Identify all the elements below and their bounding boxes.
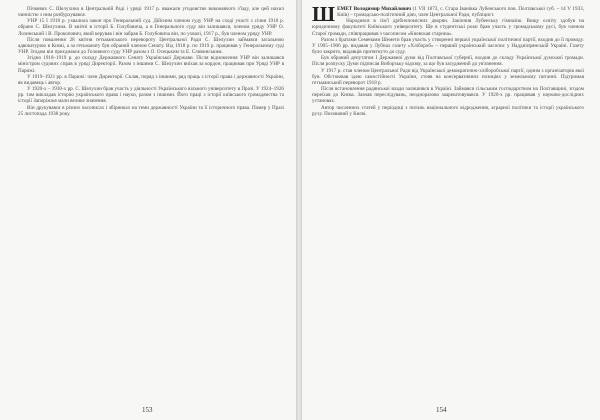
paragraph: У 1917 р. став членом Центральної Ради від Української демократично-хліборобської партії, одним з організаторів якої був. Обстоював ідею самостійності України, стояв на консервативних позиціях у земельному питанні. Підтримав гетьманський переворот 1918 р.: [312, 67, 584, 86]
paragraph: Разом з братами Семенами Шемети брав участь у створенні першої української політичної партії, входив до її проводу. У 1905–1906 рр. видавав у Лубнах газету «Хлібороб» – перший український часопис у Наддніпрянській Україні. Газету було закрито, видавців притягнуто до суду.: [312, 36, 584, 56]
right-page: [302, 0, 600, 420]
paragraph: Автор численних статей у періодиці з питань національного відродження, аграрної політики та історії українського руху. Похований у Києві.: [312, 104, 584, 117]
page-number: 154: [436, 406, 447, 414]
paragraph: У 1919–1921 рр. в Парижі: член Директорії. Склав, поряд з іншими, ряд праць з історії права і державності України, як видавець і автор.: [18, 73, 284, 86]
entry-lead: (1 VII 1873, с. Стара Іванівка Лубенського пов. Полтавської губ. – 14 V 1933, Київ) – громадсько-політичний діяч, член Центральної Ради, публіцист.: [337, 6, 584, 19]
entry-title: ЕМЕТ Володимир Михайлович: [337, 6, 412, 12]
paragraph: Народився в сім'ї дрібнопомісних дворян. Закінчив Лубенську гімназію. Вищу освіту здобув на юридичному факультеті Київського університету. Ще в студентські роки брав участь у громадському русі, був членом Старої громади, співпрацював з часописом «Киевская старина».: [312, 18, 584, 37]
entry-header: [312, 6, 584, 26]
drop-cap: Ш: [312, 6, 336, 26]
paragraph: У 1920-х – 1930-х рр. С. Шелухин брав участь у діяльності Українського вільного університету в Празі. У 1924–1926 рр. там викладав історію українського права і науки, разом з іншими. Його праці з історії київського громадянства та історії Запоріжжя мали велике значення.: [18, 86, 284, 105]
paragraph: Був обраний депутатом І Державної думи від Полтавської губернії, входив до складу Української думської громади. Після розпуску Думи підписав Виборзьку відозву, за що був засуджений до ув'язнення.: [312, 55, 584, 68]
page-number: 153: [142, 406, 153, 414]
paragraph: Пічкевих С. Шелухина в Центральній Раді і уряді 1917 р. вважали угодовство виконавчого з'їзду, але цей нахил чинністю з ним розбурхувався.: [18, 6, 284, 19]
paragraph: Він друкувався в різних часописах і збірниках на теми державності України та її історичного права. Помер у Празі 25 листопада 1938 року.: [18, 104, 284, 117]
paragraph: УНР 15 I 1918 р. ухвалила закон про Генеральний суд. Дійсним членом суду УНР на сході участі з січня 1918 р. обрано С. Шелухина. В квітні в історії Б. Голубовича, а в Генерального суду він залишався, членом уряду УНР О. Лозинський і В. Прокопович, який керував і він забрав Б. Голубовича він, по ухвалі, 1917 р., був членом уряду УНР.: [18, 18, 284, 37]
paragraph: Згідно 1918–1919 р. до складу Державного Сенату Української Держави. Після відновлення УНР він залишався міністром судових справ в уряді Директорії. Разом з іншими С. Шелухин виїхав за кордон, працював при Уряді УНР в Парижі.: [18, 55, 284, 74]
paragraph: Після повалення 28 квітня гетьманського перевороту Центральної Ради С. Шелухин займався загальною адвокатурою в Києві, а за гетьманату був обраний членом Сенату. Від 1918 р. по 1919 р. працював у Генеральному суді УНР. Згодом він приєднався до Головного суду УНР разом з О. Осецьким та Е. Сливинським.: [18, 36, 284, 56]
right-column: [312, 6, 584, 398]
left-page: [0, 0, 296, 420]
paragraph: Після встановлення радянської влади залишився в Україні. Займався сільським господарством на Полтавщині, згодом переїхав до Києва. Зазнав переслідувань, неодноразово заарештовувався. У 1920-х рр. працював у науково-дослідних установах.: [312, 86, 584, 105]
left-column: [18, 6, 284, 398]
